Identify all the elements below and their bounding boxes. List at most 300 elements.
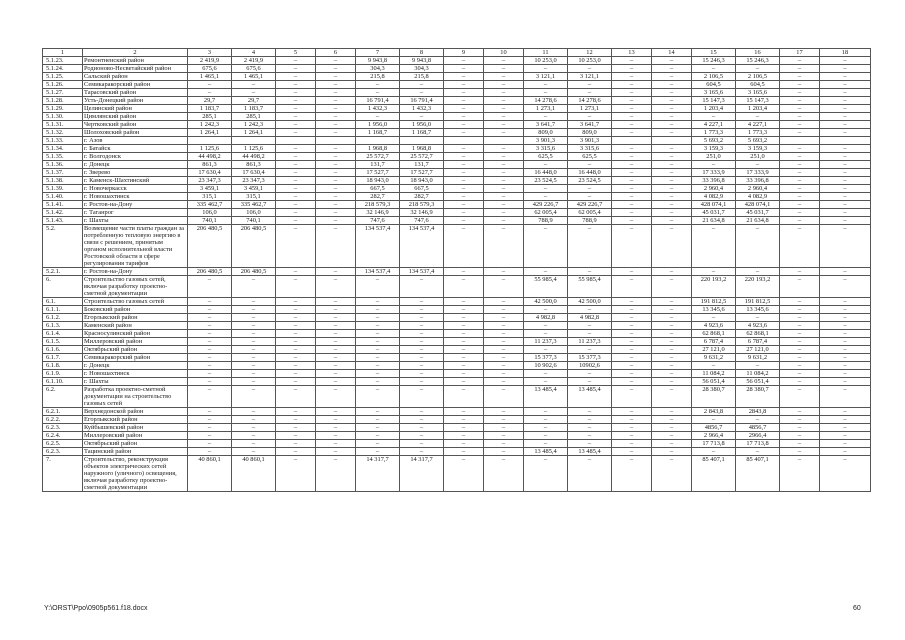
value-cell: – — [316, 448, 356, 456]
value-cell: – — [316, 65, 356, 73]
value-cell: 16 791,4 — [400, 97, 444, 105]
value-cell: – — [444, 153, 484, 161]
value-cell: 1 242,3 — [188, 121, 232, 129]
value-cell: – — [612, 416, 652, 424]
value-cell: – — [820, 121, 871, 129]
value-cell: – — [568, 424, 612, 432]
value-cell: – — [484, 370, 524, 378]
value-cell: – — [780, 177, 820, 185]
value-cell: – — [276, 386, 316, 408]
value-cell: – — [276, 209, 316, 217]
value-cell: – — [612, 298, 652, 306]
value-cell: 17 527,7 — [356, 169, 400, 177]
value-cell: – — [820, 73, 871, 81]
value-cell: – — [612, 73, 652, 81]
value-cell: – — [652, 362, 692, 370]
value-cell: – — [780, 268, 820, 276]
value-cell: 62 868,1 — [736, 330, 780, 338]
value-cell: 131,7 — [356, 161, 400, 169]
value-cell: – — [444, 416, 484, 424]
column-number: 12 — [568, 49, 612, 57]
value-cell — [356, 137, 400, 145]
value-cell: – — [356, 378, 400, 386]
value-cell: 23 524,5 — [568, 177, 612, 185]
value-cell: – — [612, 378, 652, 386]
table-row — [43, 440, 871, 448]
value-cell: 809,0 — [568, 129, 612, 137]
value-cell: 861,3 — [188, 161, 232, 169]
value-cell: – — [276, 370, 316, 378]
value-cell: – — [232, 354, 276, 362]
value-cell: – — [568, 185, 612, 193]
value-cell: 131,7 — [400, 161, 444, 169]
value-cell: – — [400, 362, 444, 370]
value-cell: – — [780, 89, 820, 97]
value-cell: – — [652, 65, 692, 73]
value-cell: 740,1 — [232, 217, 276, 225]
row-number: 6.1.1. — [43, 306, 83, 314]
value-cell: 625,5 — [524, 153, 568, 161]
row-number: 6.1.2. — [43, 314, 83, 322]
value-cell: 5 693,2 — [692, 137, 736, 145]
value-cell: – — [780, 81, 820, 89]
value-cell: – — [276, 153, 316, 161]
value-cell: 4856,7 — [692, 424, 736, 432]
value-cell: 18 943,0 — [400, 177, 444, 185]
value-cell: – — [276, 65, 316, 73]
value-cell: 11 237,3 — [568, 338, 612, 346]
value-cell: 62 868,1 — [692, 330, 736, 338]
value-cell: – — [316, 201, 356, 209]
value-cell: – — [232, 378, 276, 386]
value-cell: – — [652, 424, 692, 432]
value-cell: 282,7 — [356, 193, 400, 201]
table-row — [43, 354, 871, 362]
value-cell: – — [188, 440, 232, 448]
value-cell: – — [612, 105, 652, 113]
value-cell: – — [568, 370, 612, 378]
value-cell: – — [524, 225, 568, 268]
value-cell: 13 485,4 — [524, 386, 568, 408]
value-cell: – — [232, 448, 276, 456]
value-cell: – — [612, 276, 652, 298]
row-number: 5.2. — [43, 225, 83, 268]
row-number: 5.1.38. — [43, 177, 83, 185]
value-cell: – — [484, 448, 524, 456]
value-cell: – — [780, 57, 820, 65]
value-cell: – — [612, 145, 652, 153]
value-cell: – — [444, 113, 484, 121]
row-number: 5.1.35. — [43, 153, 83, 161]
value-cell — [232, 137, 276, 145]
value-cell: 282,7 — [400, 193, 444, 201]
value-cell: – — [780, 386, 820, 408]
value-cell: – — [232, 362, 276, 370]
value-cell: – — [612, 217, 652, 225]
value-cell: – — [276, 145, 316, 153]
value-cell: – — [524, 89, 568, 97]
value-cell: – — [820, 153, 871, 161]
value-cell: – — [316, 217, 356, 225]
value-cell: 10 253,0 — [568, 57, 612, 65]
value-cell: – — [612, 408, 652, 416]
value-cell: – — [276, 113, 316, 121]
value-cell: – — [356, 408, 400, 416]
value-cell: – — [652, 330, 692, 338]
row-name: Октябрьский район — [83, 440, 188, 448]
value-cell: – — [316, 161, 356, 169]
value-cell: – — [524, 416, 568, 424]
value-cell: – — [524, 370, 568, 378]
value-cell: 10902,6 — [568, 362, 612, 370]
value-cell: – — [276, 306, 316, 314]
table-row — [43, 416, 871, 424]
value-cell — [188, 137, 232, 145]
value-cell: 11 084,2 — [692, 370, 736, 378]
value-cell: – — [188, 370, 232, 378]
row-number: 6.1.3. — [43, 322, 83, 330]
value-cell: – — [484, 185, 524, 193]
value-cell: – — [444, 370, 484, 378]
value-cell — [316, 137, 356, 145]
table-row — [43, 57, 871, 65]
value-cell: – — [612, 440, 652, 448]
value-cell — [652, 137, 692, 145]
value-cell: – — [612, 57, 652, 65]
value-cell: – — [612, 432, 652, 440]
value-cell: 206 480,5 — [188, 268, 232, 276]
value-cell: – — [652, 456, 692, 492]
table-row — [43, 209, 871, 217]
value-cell: – — [188, 448, 232, 456]
row-name: Семикаракорский район — [83, 354, 188, 362]
value-cell: – — [652, 322, 692, 330]
table-row — [43, 330, 871, 338]
value-cell: 667,5 — [356, 185, 400, 193]
value-cell: – — [276, 201, 316, 209]
value-cell: 206 480,5 — [232, 225, 276, 268]
value-cell: 15 377,3 — [568, 354, 612, 362]
value-cell: – — [820, 298, 871, 306]
row-number: 6.1.10. — [43, 378, 83, 386]
value-cell: – — [444, 65, 484, 73]
value-cell: – — [400, 338, 444, 346]
value-cell: – — [276, 169, 316, 177]
value-cell: – — [780, 330, 820, 338]
value-cell: – — [612, 268, 652, 276]
value-cell: – — [276, 73, 316, 81]
value-cell: – — [736, 448, 780, 456]
value-cell: 4 227,1 — [692, 121, 736, 129]
value-cell: 1 465,1 — [188, 73, 232, 81]
value-cell: – — [316, 268, 356, 276]
value-cell: – — [820, 330, 871, 338]
row-name: Верхнедонской район — [83, 408, 188, 416]
value-cell: 220 193,2 — [692, 276, 736, 298]
value-cell: 2966,4 — [736, 432, 780, 440]
table-row — [43, 161, 871, 169]
row-number: 5.2.1. — [43, 268, 83, 276]
value-cell: 134 537,4 — [400, 225, 444, 268]
value-cell: – — [820, 161, 871, 169]
value-cell: – — [820, 416, 871, 424]
value-cell: – — [444, 432, 484, 440]
column-number: 1 — [43, 49, 83, 57]
value-cell: 21 634,8 — [692, 217, 736, 225]
value-cell: – — [612, 306, 652, 314]
value-cell: – — [612, 362, 652, 370]
value-cell: – — [524, 306, 568, 314]
value-cell: – — [484, 209, 524, 217]
value-cell: – — [820, 424, 871, 432]
value-cell: – — [524, 268, 568, 276]
value-cell: 3 901,3 — [568, 137, 612, 145]
value-cell: – — [188, 276, 232, 298]
value-cell: – — [568, 89, 612, 97]
row-number: 5.1.31. — [43, 121, 83, 129]
row-name: г. Новошахтинск — [83, 193, 188, 201]
value-cell: – — [316, 298, 356, 306]
value-cell: 15 147,3 — [692, 97, 736, 105]
value-cell: 28 380,7 — [736, 386, 780, 408]
column-number: 11 — [524, 49, 568, 57]
column-number: 6 — [316, 49, 356, 57]
column-number: 9 — [444, 49, 484, 57]
value-cell: – — [736, 113, 780, 121]
value-cell: 3 159,3 — [736, 145, 780, 153]
value-cell: 62 005,4 — [568, 209, 612, 217]
value-cell: 2 419,9 — [188, 57, 232, 65]
value-cell: 191 812,5 — [736, 298, 780, 306]
value-cell: – — [736, 362, 780, 370]
value-cell: – — [356, 424, 400, 432]
row-name: Миллеровский район — [83, 432, 188, 440]
value-cell: – — [820, 354, 871, 362]
value-cell: – — [232, 416, 276, 424]
value-cell: – — [820, 201, 871, 209]
row-number: 5.1.27. — [43, 89, 83, 97]
value-cell: – — [524, 185, 568, 193]
value-cell: – — [356, 432, 400, 440]
value-cell: 1 125,6 — [188, 145, 232, 153]
value-cell: – — [652, 306, 692, 314]
value-cell: 1 273,1 — [524, 105, 568, 113]
value-cell: – — [316, 89, 356, 97]
value-cell: 788,9 — [524, 217, 568, 225]
value-cell: – — [820, 105, 871, 113]
value-cell: – — [652, 169, 692, 177]
row-name: Строительство газовых сетей, включая разработку проектно-сметной документации — [83, 276, 188, 298]
value-cell: – — [524, 378, 568, 386]
value-cell: – — [316, 177, 356, 185]
column-number: 3 — [188, 49, 232, 57]
value-cell: – — [188, 424, 232, 432]
value-cell: – — [316, 193, 356, 201]
value-cell: – — [612, 456, 652, 492]
value-cell: – — [356, 276, 400, 298]
value-cell: – — [652, 217, 692, 225]
value-cell: – — [316, 57, 356, 65]
value-cell: – — [232, 322, 276, 330]
value-cell: – — [444, 81, 484, 89]
value-cell: – — [276, 89, 316, 97]
value-cell: – — [316, 145, 356, 153]
row-name: Каменский район — [83, 322, 188, 330]
value-cell: 1 264,1 — [188, 129, 232, 137]
value-cell: 2 960,4 — [692, 185, 736, 193]
value-cell: 27 121,0 — [692, 346, 736, 354]
value-cell: 3 165,6 — [736, 89, 780, 97]
value-cell: – — [820, 362, 871, 370]
row-name: Куйбышевский район — [83, 424, 188, 432]
value-cell: – — [780, 193, 820, 201]
value-cell: – — [276, 362, 316, 370]
value-cell: – — [568, 65, 612, 73]
value-cell: – — [524, 161, 568, 169]
value-cell: – — [820, 65, 871, 73]
row-name: г. Азов — [83, 137, 188, 145]
value-cell: – — [568, 113, 612, 121]
row-number: 5.1.33. — [43, 137, 83, 145]
value-cell: – — [232, 338, 276, 346]
value-cell: – — [568, 161, 612, 169]
value-cell: – — [612, 177, 652, 185]
value-cell: – — [276, 456, 316, 492]
value-cell: – — [444, 217, 484, 225]
value-cell: 1 773,3 — [692, 129, 736, 137]
value-cell: – — [652, 370, 692, 378]
value-cell: – — [444, 354, 484, 362]
value-cell: – — [356, 314, 400, 322]
value-cell: 4 982,8 — [524, 314, 568, 322]
value-cell: – — [780, 306, 820, 314]
value-cell: – — [276, 177, 316, 185]
value-cell: – — [612, 161, 652, 169]
value-cell: 13 485,4 — [568, 386, 612, 408]
value-cell: 15 377,3 — [524, 354, 568, 362]
value-cell: – — [444, 408, 484, 416]
value-cell: – — [484, 177, 524, 185]
value-cell: 4 082,9 — [736, 193, 780, 201]
value-cell: – — [652, 276, 692, 298]
value-cell: 56 051,4 — [692, 378, 736, 386]
value-cell: – — [276, 432, 316, 440]
value-cell: 44 498,2 — [232, 153, 276, 161]
row-name: г. Донецк — [83, 362, 188, 370]
value-cell: 220 193,2 — [736, 276, 780, 298]
value-cell: – — [276, 314, 316, 322]
value-cell: – — [484, 330, 524, 338]
value-cell: – — [612, 386, 652, 408]
value-cell: – — [736, 416, 780, 424]
value-cell: 17 527,7 — [400, 169, 444, 177]
value-cell: – — [820, 370, 871, 378]
value-cell: – — [568, 306, 612, 314]
row-number: 6.2.4. — [43, 432, 83, 440]
value-cell: – — [524, 193, 568, 201]
value-cell: – — [612, 169, 652, 177]
value-cell: – — [356, 370, 400, 378]
value-cell: – — [276, 121, 316, 129]
value-cell: – — [612, 193, 652, 201]
value-cell: – — [612, 129, 652, 137]
value-cell: – — [484, 354, 524, 362]
value-cell: – — [484, 440, 524, 448]
value-cell: – — [232, 81, 276, 89]
row-name: г. Шахты — [83, 378, 188, 386]
value-cell: – — [484, 424, 524, 432]
value-cell: 29,7 — [188, 97, 232, 105]
value-cell: 1 168,7 — [356, 129, 400, 137]
column-number: 15 — [692, 49, 736, 57]
row-number: 5.1.24. — [43, 65, 83, 73]
value-cell — [444, 137, 484, 145]
value-cell: – — [316, 121, 356, 129]
value-cell: – — [780, 298, 820, 306]
row-number: 6.1.4. — [43, 330, 83, 338]
value-cell: – — [568, 268, 612, 276]
value-cell: 1 125,6 — [232, 145, 276, 153]
value-cell: – — [356, 298, 400, 306]
value-cell: – — [484, 378, 524, 386]
value-cell: – — [316, 129, 356, 137]
value-cell: – — [316, 408, 356, 416]
value-cell: 13 485,4 — [524, 448, 568, 456]
value-cell: – — [652, 338, 692, 346]
value-cell: – — [356, 89, 400, 97]
row-number: 5.1.39. — [43, 185, 83, 193]
value-cell: – — [612, 89, 652, 97]
table-row — [43, 314, 871, 322]
value-cell: – — [188, 330, 232, 338]
table-row — [43, 137, 871, 145]
value-cell: 4 082,9 — [692, 193, 736, 201]
value-cell: – — [188, 322, 232, 330]
value-cell: – — [780, 129, 820, 137]
value-cell: – — [316, 113, 356, 121]
value-cell: – — [652, 193, 692, 201]
value-cell: – — [188, 408, 232, 416]
value-cell: – — [692, 113, 736, 121]
value-cell: – — [652, 346, 692, 354]
value-cell: 740,1 — [188, 217, 232, 225]
value-cell: – — [356, 113, 400, 121]
value-cell: – — [780, 354, 820, 362]
row-name: г. Каменск-Шахтинский — [83, 177, 188, 185]
value-cell: – — [276, 298, 316, 306]
value-cell: 1 465,1 — [232, 73, 276, 81]
value-cell: – — [232, 330, 276, 338]
value-cell: – — [316, 386, 356, 408]
value-cell: – — [316, 370, 356, 378]
value-cell: 11 084,2 — [736, 370, 780, 378]
value-cell: – — [400, 440, 444, 448]
value-cell: – — [780, 362, 820, 370]
row-number: 5.1.40. — [43, 193, 83, 201]
row-number: 5.1.28. — [43, 97, 83, 105]
value-cell: 218 579,3 — [356, 201, 400, 209]
value-cell: – — [612, 314, 652, 322]
table-row — [43, 145, 871, 153]
value-cell: – — [356, 81, 400, 89]
value-cell: – — [780, 217, 820, 225]
table-row — [43, 225, 871, 268]
value-cell: – — [692, 416, 736, 424]
row-number: 6.1.8. — [43, 362, 83, 370]
value-cell: – — [652, 81, 692, 89]
column-number: 17 — [780, 49, 820, 57]
value-cell: 1 968,8 — [356, 145, 400, 153]
